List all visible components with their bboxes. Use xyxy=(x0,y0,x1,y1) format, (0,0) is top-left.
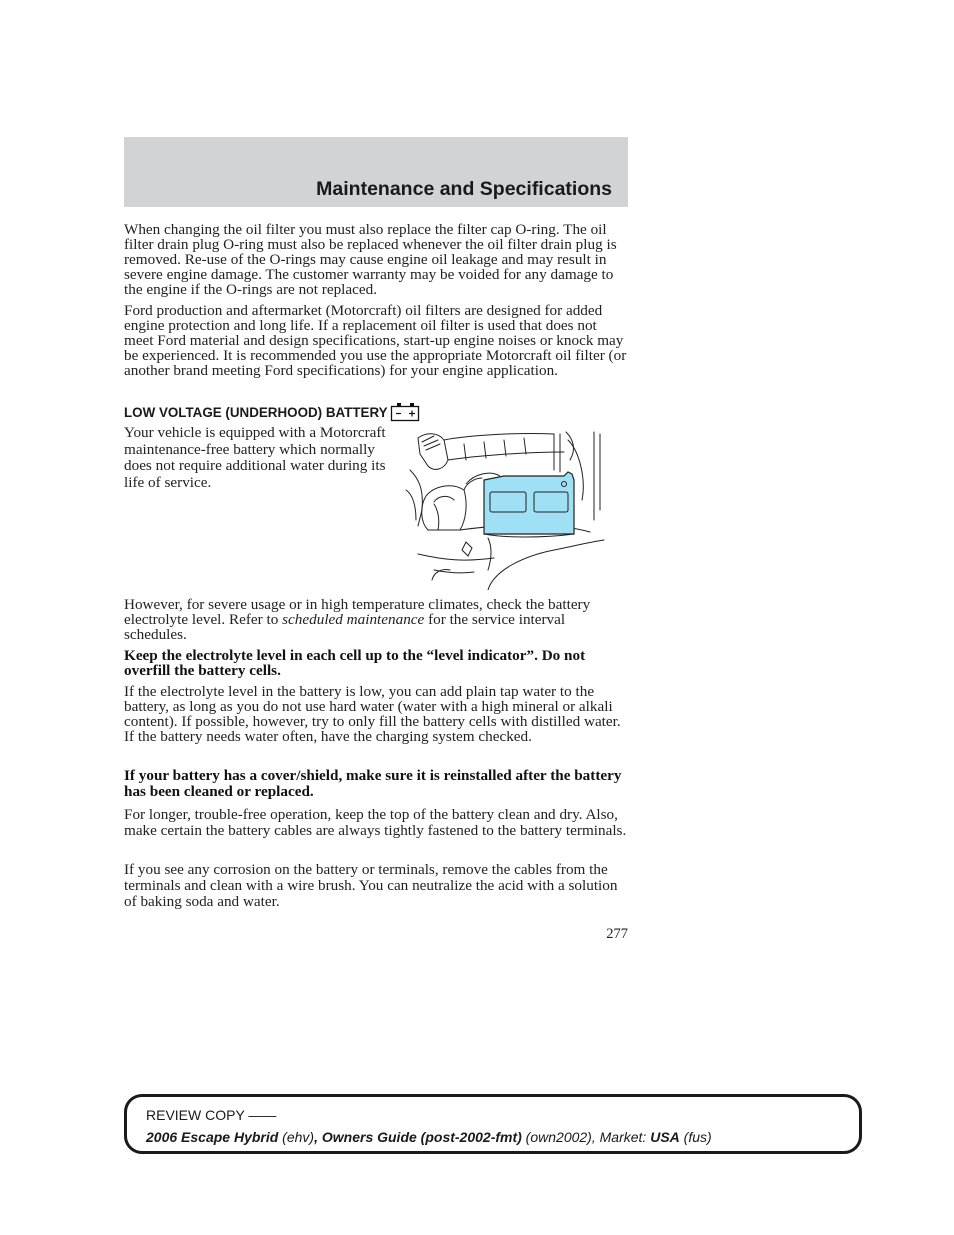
corrosion-paragraph: If you see any corrosion on the battery or terminals, remove the cables from the terminals and clean with a wire brush. You can neutralize the acid with a solution of baking soda and water. xyxy=(124,861,618,910)
model-code: (ehv) xyxy=(278,1129,315,1145)
electrolyte-check-paragraph xyxy=(124,597,630,642)
page-title: Maintenance and Specifications xyxy=(316,178,612,200)
oil-filter-o-ring-paragraph: When changing the oil filter you must also replace the filter cap O-ring. The oil filter drain plug O-ring must also be replaced whenever the oil filter drain plug is removed. Re-use of the O-rings may cause engine oil leakage and may result in severe engine damage. The customer warranty may be voided for any damage to the engine if the O-rings are not replaced. xyxy=(124,221,617,298)
tap-water-paragraph: If the electrolyte level in the battery is low, you can add plain tap water to the battery, as long as you do not use hard water (water with a high mineral or alkali content). If possible, however, try to only fill the battery cells with distilled water. If the battery needs water often, have the charging system checked. xyxy=(124,683,621,745)
model-name: 2006 Escape Hybrid xyxy=(146,1129,279,1145)
section-header-band xyxy=(124,137,628,207)
electrolyte-text-start: However, for severe usage or in high temperature climates, check the battery electrolyte level. Refer to xyxy=(124,596,591,628)
electrolyte-text-end: for the service interval schedules. xyxy=(124,611,566,643)
market-name: USA xyxy=(650,1129,680,1145)
page-number: 277 xyxy=(606,926,628,942)
battery-intro-paragraph: Your vehicle is equipped with a Motorcraft maintenance-free battery which normally does not require additional water during its life of service. xyxy=(124,424,386,491)
section-heading-text: LOW VOLTAGE (UNDERHOOD) BATTERY xyxy=(124,404,388,420)
separator-2: , Market: xyxy=(591,1129,651,1145)
battery-care-paragraph: For longer, trouble-free operation, keep the top of the battery clean and dry. Also, make certain the battery cables are always tightly fastened to the battery terminals. xyxy=(124,806,627,839)
separator-1: , xyxy=(314,1129,322,1145)
engine-battery-illustration xyxy=(404,430,608,590)
battery-icon xyxy=(390,402,420,422)
market-code: (fus) xyxy=(679,1129,712,1145)
scheduled-maintenance-reference: scheduled maintenance xyxy=(282,611,425,628)
battery-section-heading xyxy=(124,402,420,422)
cover-shield-warning: If your battery has a cover/shield, make sure it is reinstalled after the battery has been cleaned or replaced. xyxy=(124,767,622,800)
guide-name: Owners Guide (post-2002-fmt) xyxy=(321,1129,522,1145)
review-copy-details xyxy=(146,1129,712,1145)
electrolyte-level-warning: Keep the electrolyte level in each cell up to the “level indicator”. Do not overfill the battery cells. xyxy=(124,647,586,679)
review-copy-label: REVIEW COPY —— xyxy=(146,1107,277,1123)
review-copy-box xyxy=(124,1094,862,1154)
guide-code: (own2002) xyxy=(521,1129,592,1145)
oil-filter-specs-paragraph: Ford production and aftermarket (Motorcraft) oil filters are designed for added engine protection and long life. If a replacement oil filter is used that does not meet Ford material and design specifications, start-up engine noises or knock may be experienced. It is recommended you use the appropriate Motorcraft oil filter (or another brand meeting Ford specifications) for your engine application. xyxy=(124,302,627,379)
